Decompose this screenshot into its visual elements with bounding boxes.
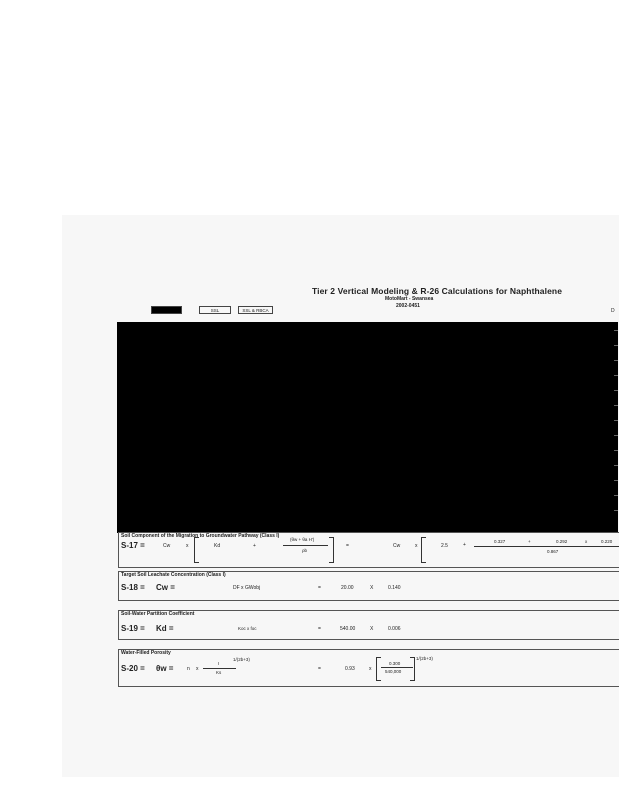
s17-lhs: Cw <box>163 543 171 549</box>
s20-bracket-left <box>376 657 381 681</box>
s20-equals: = <box>318 666 321 672</box>
equation-s18 <box>118 571 619 601</box>
s18-equals: = <box>318 585 321 591</box>
redacted-area <box>117 322 618 533</box>
s20-exponent-2: 1/(2b+3) <box>416 656 433 661</box>
s17-cw: Cw <box>393 543 401 549</box>
s17-times-2: x <box>415 543 418 549</box>
site-name: MotoMart - Swansea <box>385 296 434 302</box>
s19-value-1: 540.00 <box>340 626 356 632</box>
s20-lhs: θw = <box>156 664 174 673</box>
s18-id: S-18 = <box>121 583 145 592</box>
legend-ssl: SSL <box>199 306 231 314</box>
s17-term-2: 0.292 <box>556 539 568 544</box>
s17-bracket-left <box>194 537 199 563</box>
s18-lhs: Cw = <box>156 583 175 592</box>
s17-fraction-bar-2 <box>474 546 619 547</box>
s17-value-1: 2.5 <box>441 543 448 549</box>
s17-fraction-denominator: 0.867 <box>547 549 559 554</box>
s17-id: S-17 = <box>121 541 145 550</box>
s19-value-2: 0.006 <box>388 626 401 632</box>
s17-fraction-bar <box>283 545 328 546</box>
s18-value-1: 20.00 <box>341 585 354 591</box>
s17-bracket-right <box>329 537 334 563</box>
s17-numerator: (θw + θa H') <box>290 537 315 542</box>
s17-bracket-left-2 <box>421 537 426 563</box>
s19-times: X <box>370 626 374 632</box>
s17-plus-2: + <box>463 542 466 548</box>
document-id: 2002-0451 <box>396 303 420 309</box>
equation-s19 <box>118 610 619 640</box>
s17-kd: Kd <box>214 543 221 549</box>
s19-equals: = <box>318 626 321 632</box>
s18-value-2: 0.140 <box>388 585 401 591</box>
s20-n: n <box>187 666 190 672</box>
s20-times: x <box>196 666 199 672</box>
page-title: Tier 2 Vertical Modeling & R-26 Calculations for Naphthalene <box>312 286 563 296</box>
s17-plus-3: + <box>528 539 531 544</box>
legend-swatch-redacted <box>151 306 182 314</box>
s19-lhs: Kd = <box>156 624 174 633</box>
s20-fraction-numerator: 0.300 <box>389 661 401 666</box>
legend-ssl-rbca: SSL & RBCA <box>238 306 273 314</box>
s17-term-1: 0.327 <box>494 539 506 544</box>
s17-times-3: x <box>585 539 588 544</box>
s20-exponent: 1/(2b+3) <box>233 657 250 662</box>
s17-plus: + <box>253 543 256 549</box>
s18-times: X <box>370 585 374 591</box>
s20-value-1: 0.93 <box>345 666 355 672</box>
s17-denominator: ρb <box>302 548 308 553</box>
s19-formula: Koc x foc <box>238 626 257 631</box>
s18-formula: DF x GWobj <box>233 585 261 591</box>
s20-fraction-denominator: 540,000 <box>385 669 402 674</box>
s17-header: Soil Component of the Migration to Groundwater Pathway (Class I) <box>121 533 280 539</box>
s20-numerator: I <box>218 661 220 666</box>
s20-times-2: x <box>369 666 372 672</box>
s20-id: S-20 = <box>121 664 145 673</box>
s17-times: x <box>186 543 189 549</box>
s19-header: Soil-Water Partition Coefficient <box>121 611 195 617</box>
s20-fraction-bar <box>203 668 236 669</box>
s20-denominator: Ks <box>216 670 222 675</box>
s18-header: Target Soil Leachate Concentration (Class I) <box>121 572 226 578</box>
s19-id: S-19 = <box>121 624 145 633</box>
s20-bracket-right <box>410 657 415 681</box>
s17-equals: = <box>346 543 349 549</box>
page-marker: D <box>611 308 615 314</box>
s20-header: Water-Filled Porosity <box>121 650 171 656</box>
s17-term-3: 0.220 <box>601 539 613 544</box>
s20-fraction-bar-2 <box>381 667 413 668</box>
